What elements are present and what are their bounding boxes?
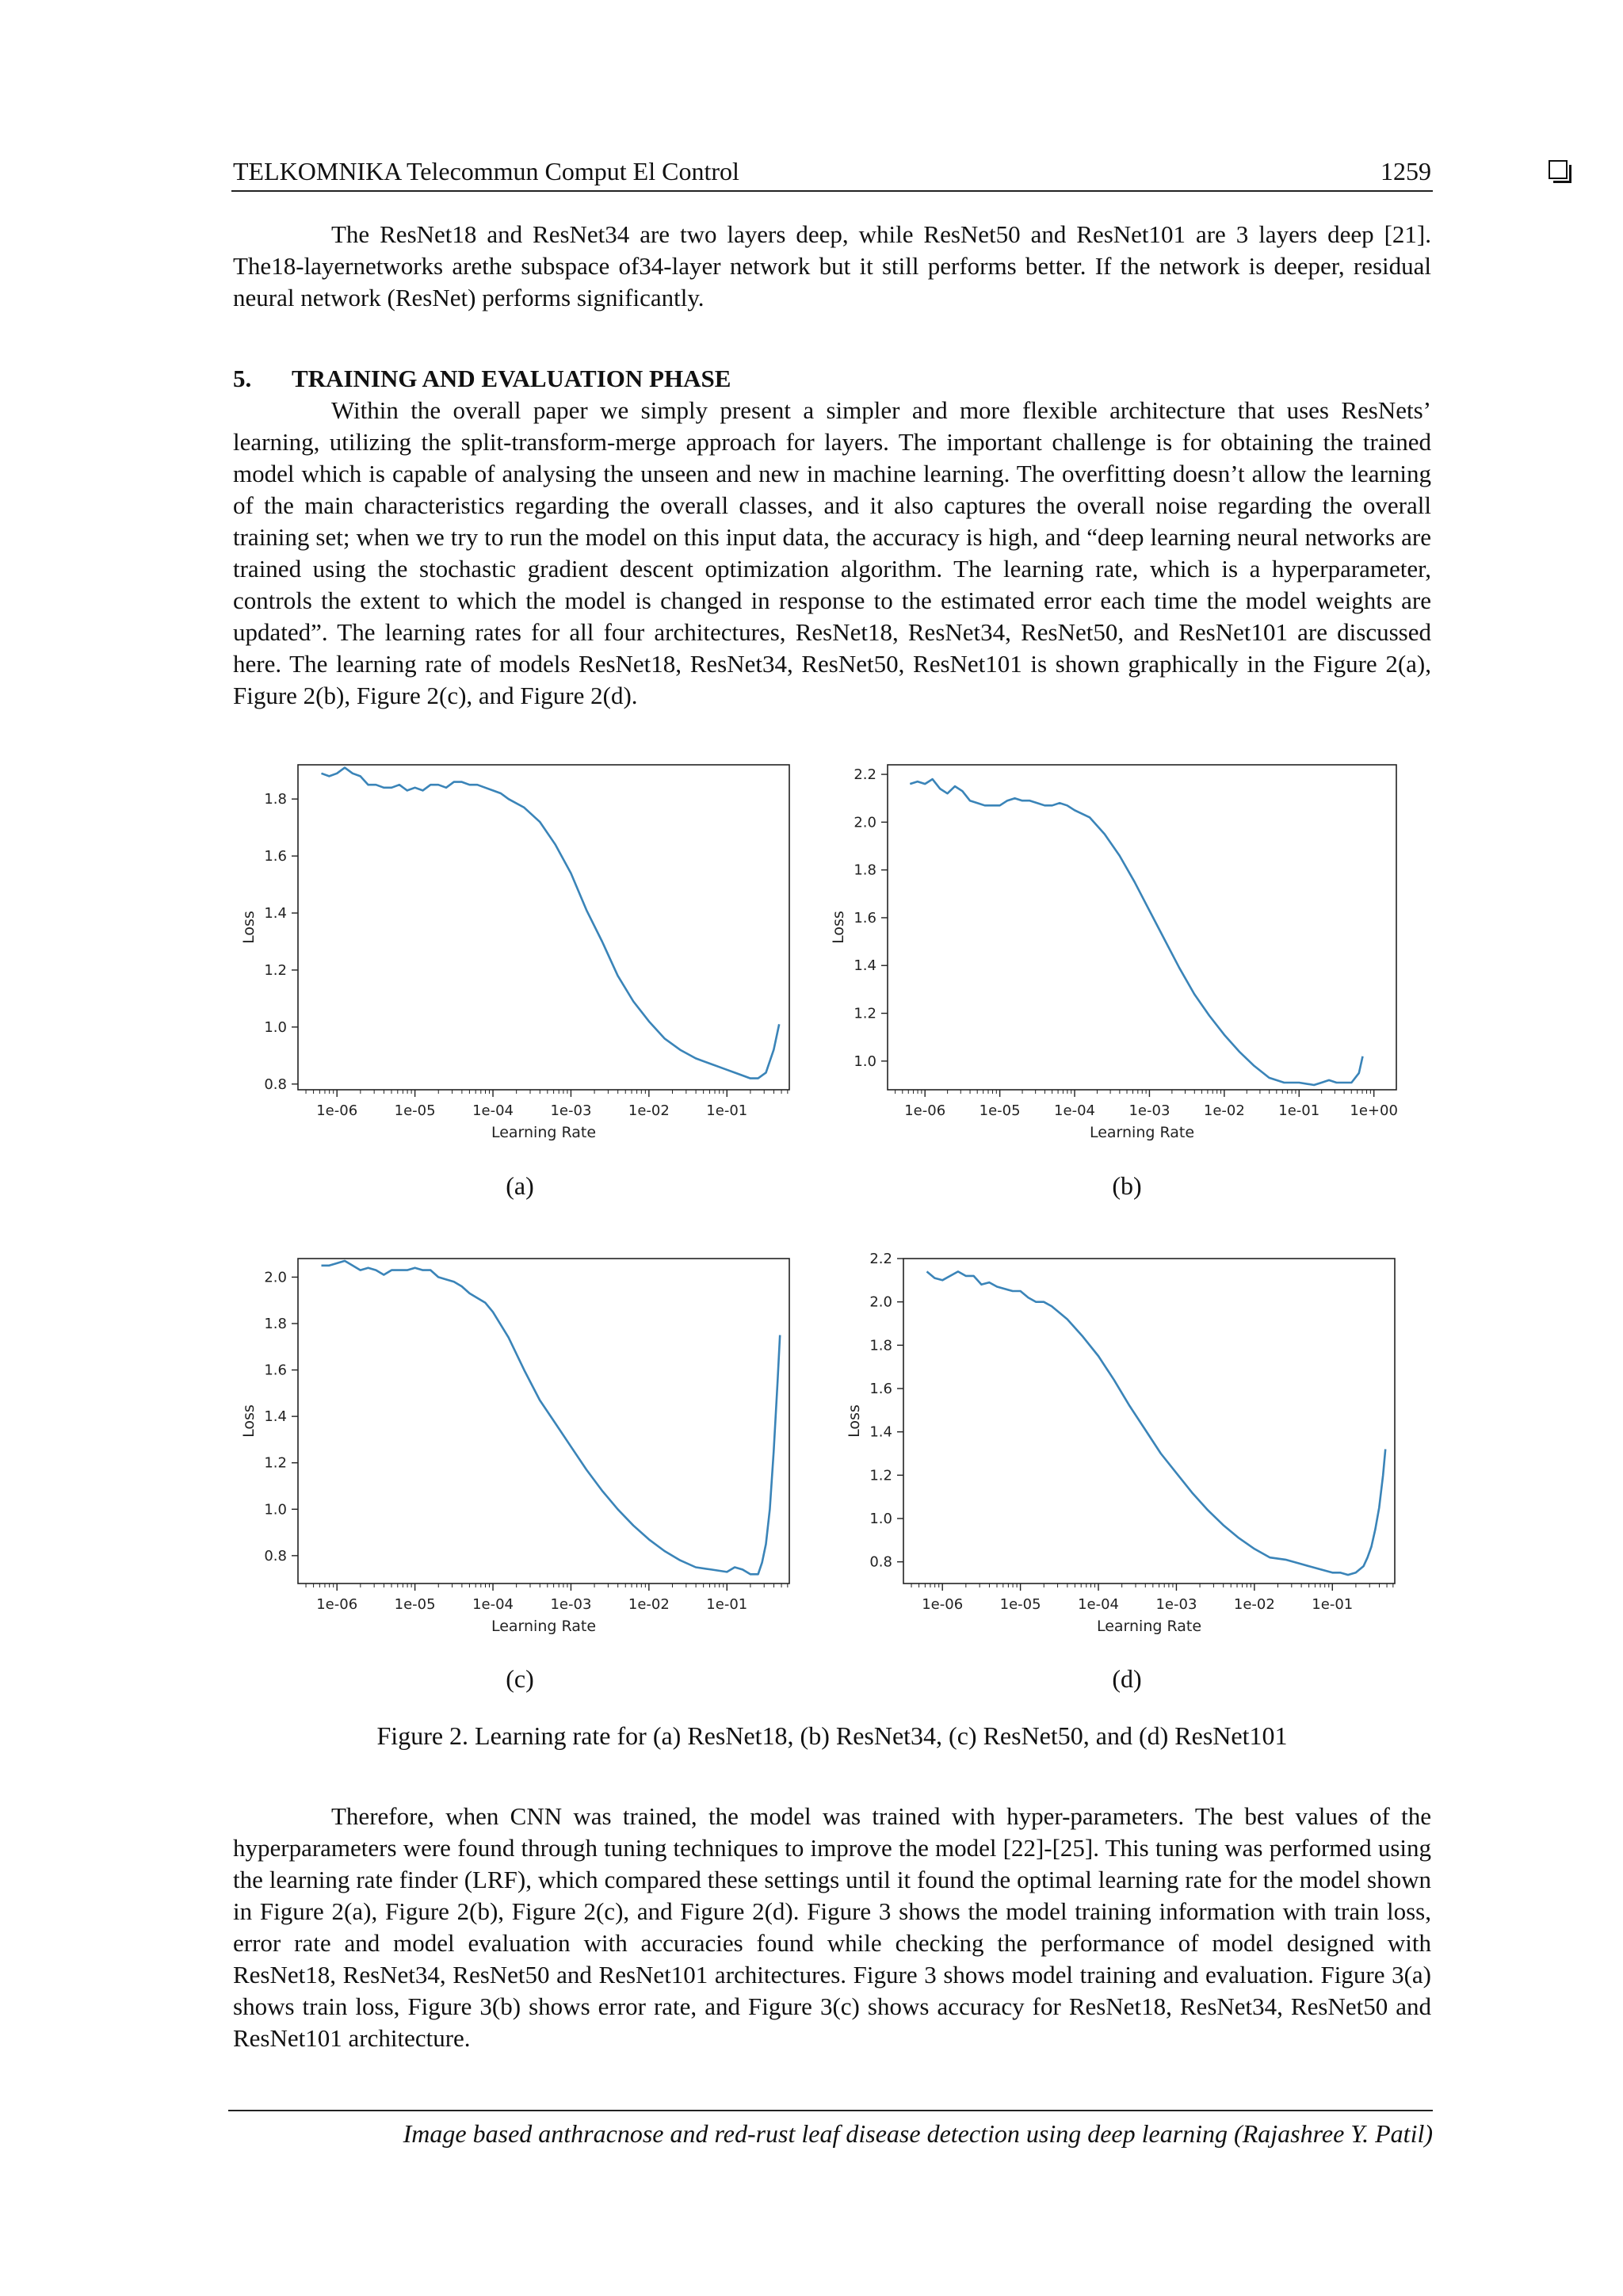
y-tick-label: 1.4 <box>869 1423 892 1441</box>
y-tick-label: 1.8 <box>854 861 876 879</box>
loss-series-line <box>910 779 1362 1085</box>
y-tick-label: 1.8 <box>264 791 287 808</box>
y-tick-label: 1.4 <box>854 957 876 975</box>
plot-frame <box>298 1259 789 1584</box>
figure-2a <box>231 757 810 1153</box>
running-header <box>231 155 1433 192</box>
figure-2d <box>832 1251 1411 1647</box>
y-tick-label: 1.2 <box>264 1454 287 1472</box>
y-tick-label: 1.0 <box>264 1501 287 1519</box>
y-axis-label: Loss <box>240 1404 258 1438</box>
y-tick-label: 0.8 <box>869 1553 892 1571</box>
x-tick-label: 1e-02 <box>1233 1596 1275 1613</box>
x-tick-label: 1e-01 <box>706 1596 748 1613</box>
checkbox-square-icon <box>1549 160 1568 179</box>
x-tick-label: 1e-01 <box>706 1102 748 1119</box>
figure-2c <box>231 1251 810 1647</box>
y-tick-label: 0.8 <box>264 1547 287 1564</box>
y-tick-label: 2.2 <box>854 766 876 784</box>
panel-label-d: (d) <box>1112 1664 1142 1693</box>
x-tick-label: 1e-03 <box>550 1102 592 1119</box>
x-tick-label: 1e-06 <box>316 1102 358 1119</box>
x-axis-label: Learning Rate <box>491 1124 597 1141</box>
x-tick-label: 1e-06 <box>316 1596 358 1613</box>
y-tick-label: 1.6 <box>854 909 876 926</box>
x-tick-label: 1e-04 <box>1054 1102 1095 1119</box>
journal-title: TELKOMNIKA Telecommun Comput El Control <box>233 157 739 185</box>
y-tick-label: 2.0 <box>264 1269 287 1286</box>
y-tick-label: 1.8 <box>869 1337 892 1354</box>
x-tick-label: 1e-02 <box>628 1596 670 1613</box>
plot-frame <box>903 1259 1395 1584</box>
plot-frame <box>298 765 789 1090</box>
x-tick-label: 1e-06 <box>904 1102 946 1119</box>
x-tick-label: 1e-05 <box>979 1102 1021 1119</box>
y-tick-label: 1.8 <box>264 1316 287 1332</box>
x-tick-label: 1e-02 <box>628 1102 670 1119</box>
x-tick-label: 1e-04 <box>472 1596 514 1613</box>
chart-resnet34 <box>824 757 1426 1153</box>
y-tick-label: 1.0 <box>869 1511 892 1527</box>
page-number: 1259 <box>1381 157 1431 185</box>
x-axis-label: Learning Rate <box>491 1618 597 1635</box>
paragraph-resnet-depth: The ResNet18 and ResNet34 are two layers deep, while ResNet50 and ResNet101 are 3 layers deep [21]. The18-layernetworks arethe subspace of34-layer network but it still performs better. If the network is deeper, residual neural network (ResNet) performs significantly. <box>233 220 1431 311</box>
chart-resnet50 <box>231 1251 810 1647</box>
y-tick-label: 1.6 <box>264 848 287 865</box>
x-tick-label: 1e-02 <box>1203 1102 1245 1119</box>
x-axis-label: Learning Rate <box>1096 1618 1202 1635</box>
y-axis-label: Loss <box>240 911 258 944</box>
y-tick-label: 1.2 <box>264 961 287 979</box>
y-tick-label: 1.4 <box>264 905 287 923</box>
panel-label-b: (b) <box>1112 1171 1142 1200</box>
loss-series-line <box>927 1271 1386 1575</box>
x-tick-label: 1e-05 <box>394 1596 436 1613</box>
x-tick-label: 1e-03 <box>1155 1596 1197 1613</box>
x-tick-label: 1e-03 <box>550 1596 592 1613</box>
y-axis-label: Loss <box>830 911 847 944</box>
y-tick-label: 1.0 <box>264 1018 287 1036</box>
x-tick-label: 1e-05 <box>394 1102 436 1119</box>
x-tick-label: 1e+00 <box>1350 1102 1398 1119</box>
y-tick-label: 2.0 <box>854 814 876 831</box>
y-tick-label: 1.4 <box>264 1408 287 1426</box>
section-number: 5. <box>233 365 252 392</box>
loss-series-line <box>322 768 780 1079</box>
x-tick-label: 1e-04 <box>1078 1596 1120 1613</box>
chart-resnet18 <box>231 757 810 1153</box>
y-tick-label: 2.0 <box>869 1293 892 1311</box>
paragraph-training-phase: Within the overall paper we simply present a simpler and more flexible architecture that uses ResNets’ learning, utilizing the split-transform-merge approach for layers. The important challenge is for obtaining the trained model which is capable of analysing the unseen and new in machine learning. The overfitting doesn’t allow the learning of the main characteristics regarding the overall classes, and it also captures the overall noise regarding the overall training set; when we try to run the model on this input data, the accuracy is high, and “deep learning neural networks are trained using the stochastic gradient descent optimization algorithm. The learning rate, which is a hyperparameter, controls the extent to which the model is changed in response to the estimated error each time the model weights are updated”. The learning rates for all four architectures, ResNet18, ResNet34, ResNet50, and ResNet101 are discussed here. The learning rate of models ResNet18, ResNet34, ResNet50, ResNet101 is shown graphically in the Figure 2(a), Figure 2(b), Figure 2(c), and Figure 2(d). <box>233 396 1431 709</box>
x-tick-label: 1e-01 <box>1312 1596 1354 1613</box>
y-tick-label: 0.8 <box>264 1075 287 1093</box>
section-heading <box>233 363 731 395</box>
y-tick-label: 1.0 <box>854 1052 876 1070</box>
chart-resnet101 <box>832 1251 1411 1647</box>
x-tick-label: 1e-01 <box>1278 1102 1320 1119</box>
y-tick-label: 2.2 <box>869 1251 892 1267</box>
figure-caption: Figure 2. Learning rate for (a) ResNet18, (b) ResNet34, (c) ResNet50, and (d) ResNet101 <box>376 1721 1288 1750</box>
y-tick-label: 1.2 <box>869 1467 892 1484</box>
plot-frame <box>888 765 1396 1090</box>
x-tick-label: 1e-05 <box>999 1596 1041 1613</box>
x-axis-label: Learning Rate <box>1089 1124 1195 1141</box>
loss-series-line <box>322 1261 781 1574</box>
panel-label-c: (c) <box>506 1664 534 1693</box>
running-footer: Image based anthracnose and red-rust leaf disease detection using deep learning (Rajashree Y. Patil) <box>228 2110 1433 2149</box>
panel-label-a: (a) <box>506 1171 534 1200</box>
paragraph-hyperparameters: Therefore, when CNN was trained, the model was trained with hyper-parameters. The best values of the hyperparameters were found through tuning techniques to improve the model [22]-[25]. This tuning was performed using the learning rate finder (LRF), which compared these settings until it found the optimal learning rate for the model shown in Figure 2(a), Figure 2(b), Figure 2(c), and Figure 2(d). Figure 3 shows the model training information with train loss, error rate and model evaluation with accuracies found while checking the performance of model designed with ResNet18, ResNet34, ResNet50 and ResNet101 architectures. Figure 3 shows model training and evaluation. Figure 3(a) shows train loss, Figure 3(b) shows error rate, and Figure 3(c) shows accuracy for ResNet18, ResNet34, ResNet50 and ResNet101 architecture. <box>233 1802 1431 2052</box>
x-tick-label: 1e-03 <box>1128 1102 1170 1119</box>
y-tick-label: 1.6 <box>869 1381 892 1397</box>
x-tick-label: 1e-06 <box>922 1596 964 1613</box>
figure-2b <box>824 757 1426 1153</box>
section-title: TRAINING AND EVALUATION PHASE <box>292 365 731 392</box>
y-tick-label: 1.6 <box>264 1362 287 1379</box>
x-tick-label: 1e-04 <box>472 1102 514 1119</box>
y-tick-label: 1.2 <box>854 1005 876 1022</box>
y-axis-label: Loss <box>846 1404 863 1438</box>
